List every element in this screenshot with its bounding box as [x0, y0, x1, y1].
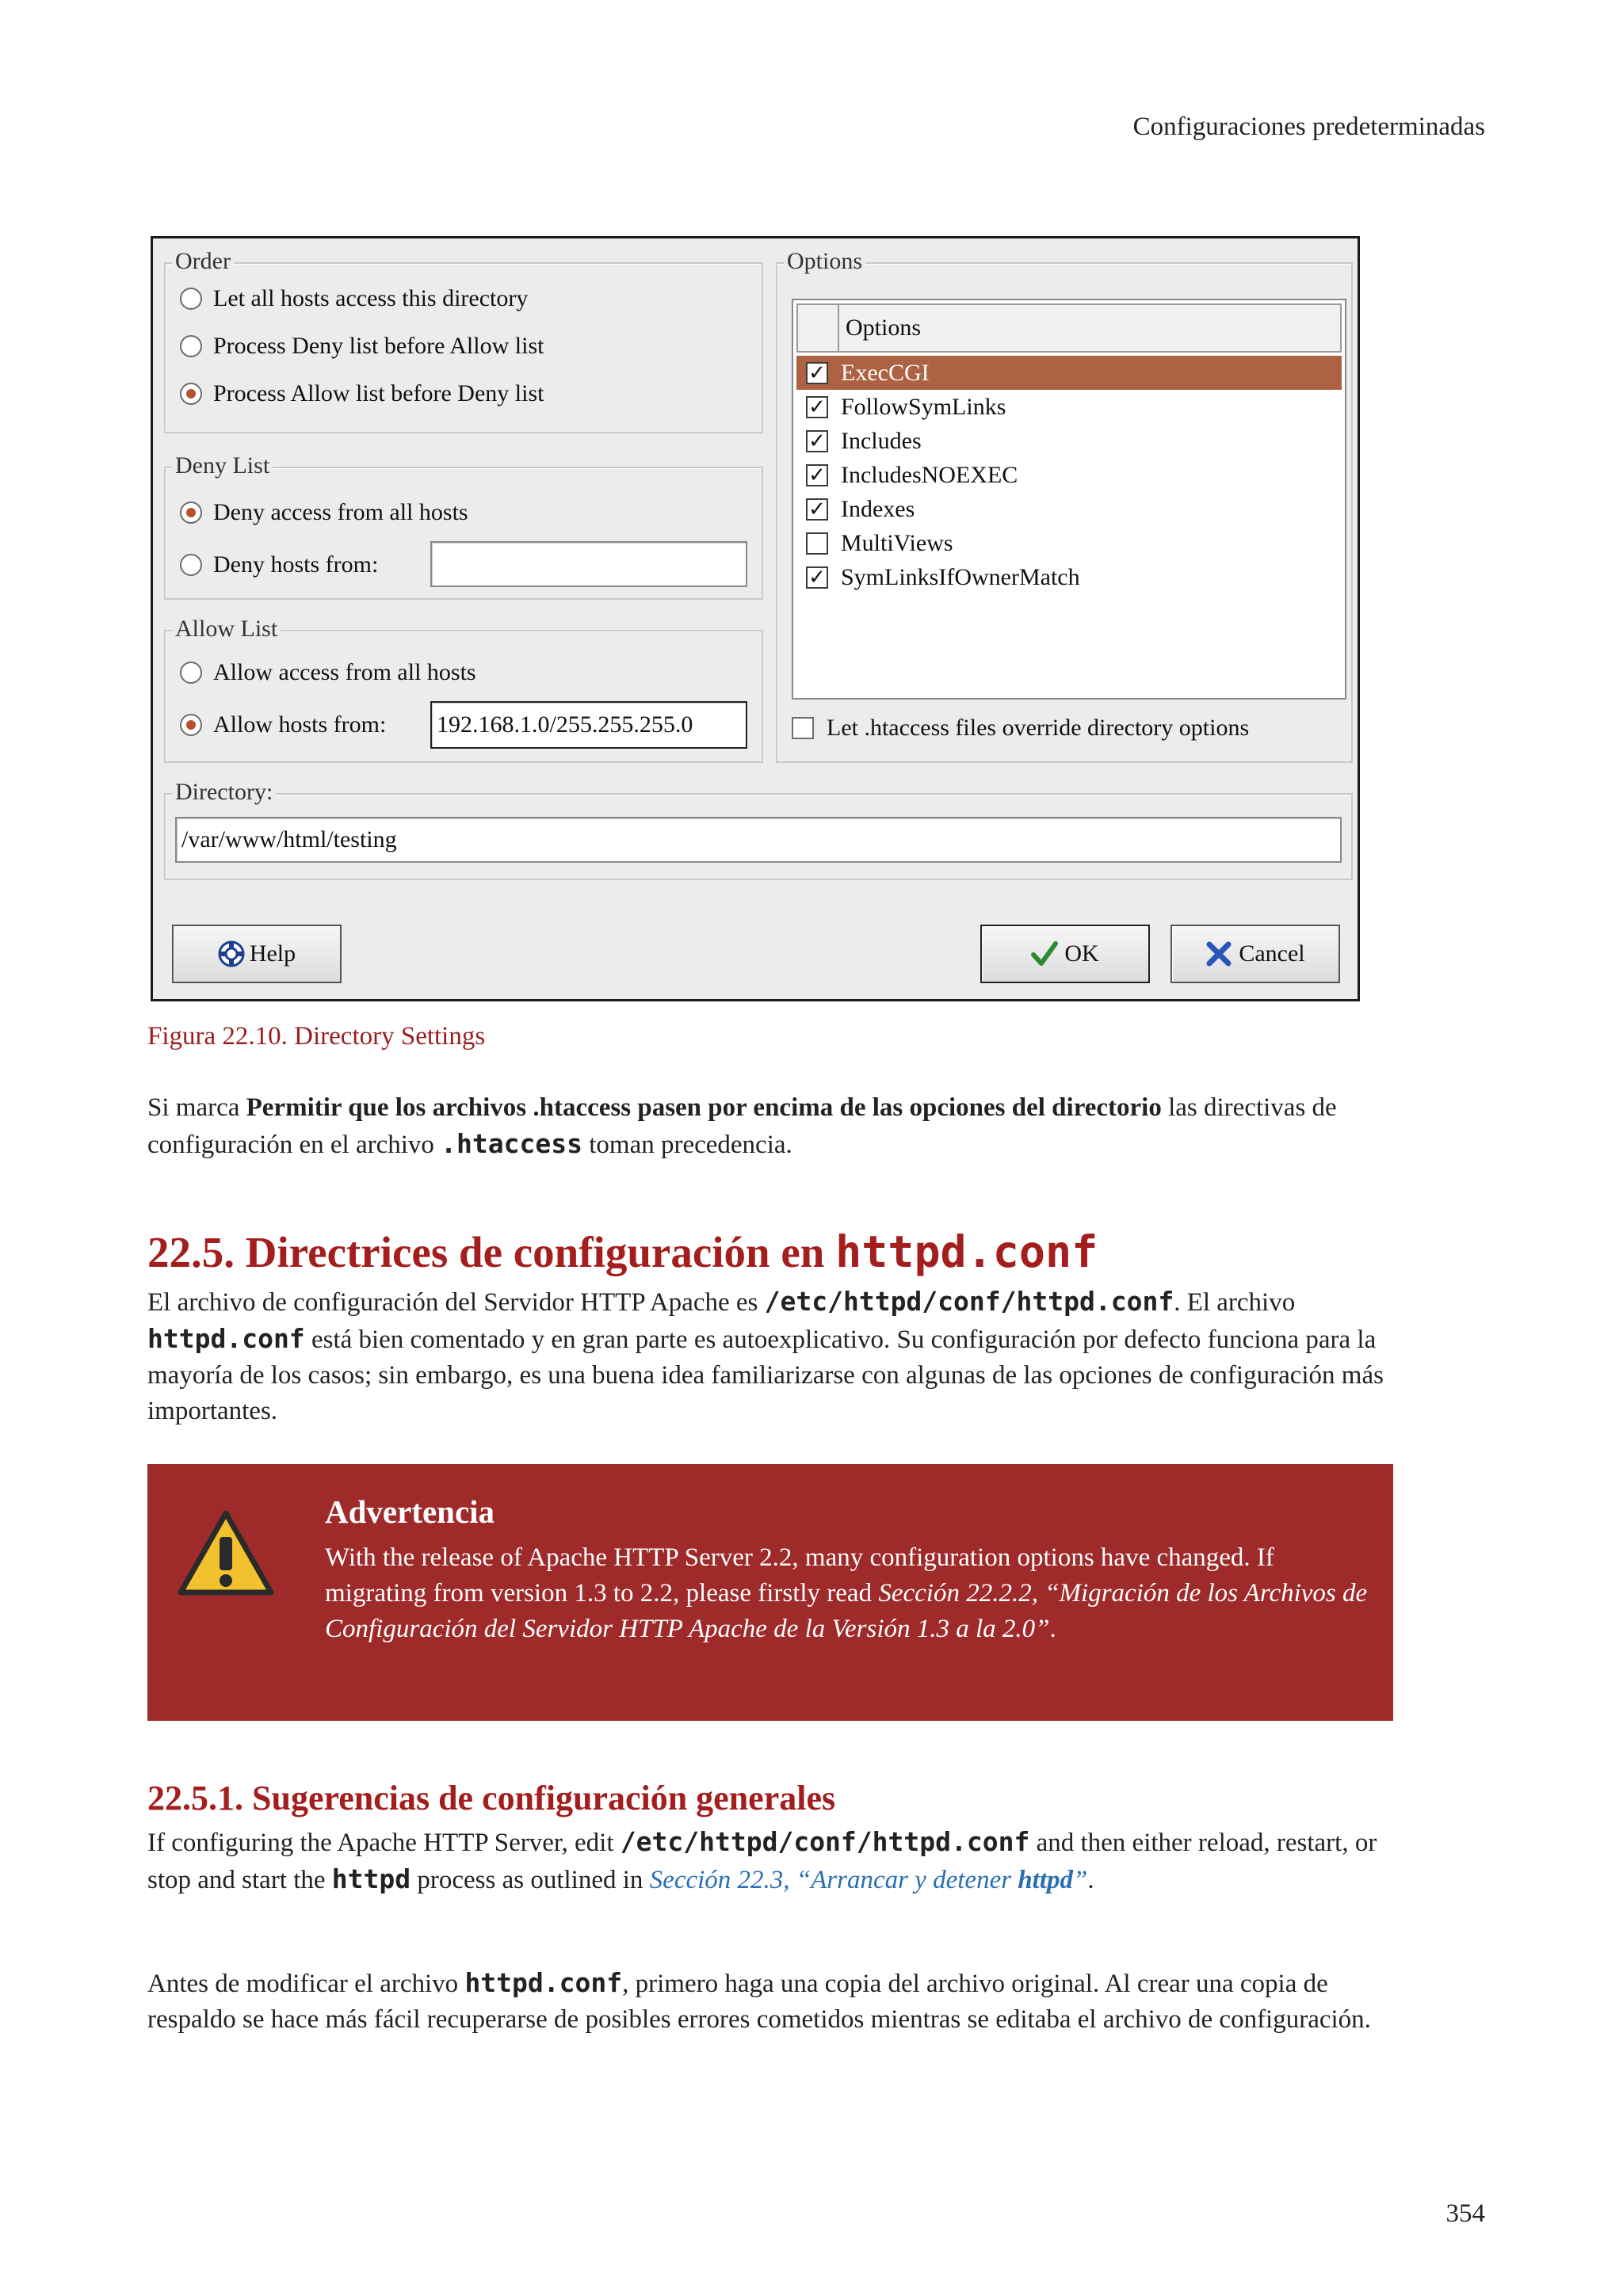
- text: With the release of Apache HTTP Server 2.2, many configuration options have changed. If migrating from version 1.3 to 2.2, please firstly read: [325, 1543, 1274, 1608]
- text: .: [1049, 1615, 1056, 1643]
- allow-list-group: [164, 616, 763, 763]
- radio-button[interactable]: [180, 288, 202, 310]
- deny-hosts-input[interactable]: [430, 541, 747, 587]
- help-button-label: Help: [249, 940, 296, 967]
- options-column-header-label: Options: [846, 315, 922, 341]
- warning-triangle-icon: [176, 1508, 276, 1599]
- allow-hosts-input[interactable]: 192.168.1.0/255.255.255.0: [430, 701, 747, 749]
- allow-from-label: Allow hosts from:: [213, 711, 387, 738]
- help-button[interactable]: [172, 925, 342, 983]
- order-option-label: Process Deny list before Allow list: [213, 333, 544, 359]
- inline-code: httpd: [331, 1863, 411, 1894]
- section-22-3-link[interactable]: [650, 1866, 1088, 1894]
- option-item-label: IncludesNOEXEC: [841, 461, 1018, 488]
- text: , primero haga una copia del archivo original. Al crear una copia de respaldo se hace más fácil recuperarse de posibles errores cometidos mientras se editaba el archivo de configuración.: [147, 1970, 1371, 2034]
- allow-from-option[interactable]: [180, 709, 386, 741]
- text: .: [1087, 1866, 1094, 1894]
- ok-button-label: OK: [1064, 940, 1099, 967]
- option-item-indexes[interactable]: [796, 492, 1342, 526]
- inline-code: /etc/httpd/conf/httpd.conf: [764, 1286, 1174, 1317]
- paragraph-edit-httpd-conf: [147, 1824, 1400, 1898]
- checkbox-checked[interactable]: ✓: [806, 362, 828, 384]
- option-item-includesnoexec[interactable]: [796, 458, 1342, 492]
- paragraph-htaccess-override: [147, 1090, 1400, 1163]
- option-item-execcgi[interactable]: [796, 356, 1342, 390]
- radio-button-selected[interactable]: [180, 714, 202, 736]
- options-header-check-column: [798, 305, 839, 351]
- figure-caption: Figura 22.10. Directory Settings: [147, 1022, 486, 1051]
- deny-list-title: Deny List: [172, 452, 273, 479]
- checkbox-unchecked[interactable]: [806, 532, 828, 555]
- link-code: httpd: [1018, 1866, 1074, 1894]
- options-column-header[interactable]: [796, 303, 1342, 353]
- gui-label-bold: Permitir que los archivos .htaccess pasen por encima de las opciones del directorio: [246, 1093, 1162, 1122]
- inline-code: httpd.conf: [147, 1323, 305, 1354]
- text: toman precedencia.: [582, 1131, 792, 1159]
- checkbox-unchecked[interactable]: [792, 717, 814, 739]
- subsection-title: 22.5.1. Sugerencias de configuración generales: [147, 1779, 836, 1817]
- order-option-let-all[interactable]: [180, 283, 528, 315]
- section-number: 22.5.: [147, 1228, 235, 1276]
- option-item-symlinksifownermatch[interactable]: [796, 560, 1342, 594]
- text: las directivas de configuración en el archivo: [147, 1093, 1337, 1159]
- directory-label: Directory:: [172, 779, 276, 806]
- options-group-title: Options: [784, 248, 865, 275]
- running-header: Configuraciones predeterminadas: [1132, 113, 1485, 141]
- radio-button[interactable]: [180, 662, 202, 684]
- inline-code: /etc/httpd/conf/httpd.conf: [620, 1826, 1030, 1857]
- text: and then either reload, restart, or stop and start the: [147, 1829, 1377, 1894]
- deny-from-label: Deny hosts from:: [213, 551, 379, 578]
- checkbox-checked[interactable]: ✓: [806, 396, 828, 418]
- allow-all-label: Allow access from all hosts: [213, 659, 476, 685]
- option-item-label: Indexes: [841, 495, 915, 522]
- deny-list-group: [164, 452, 763, 600]
- cancel-button-label: Cancel: [1239, 940, 1305, 967]
- link-text: ”: [1073, 1866, 1088, 1894]
- htaccess-override-option[interactable]: [782, 712, 1249, 744]
- ok-button[interactable]: [980, 925, 1150, 983]
- link-text: Sección 22.3, “Arrancar y detener: [649, 1866, 1018, 1894]
- warning-title: Advertencia: [325, 1493, 495, 1530]
- option-item-label: FollowSymLinks: [841, 393, 1006, 420]
- checkbox-checked[interactable]: ✓: [806, 498, 828, 521]
- deny-all-option[interactable]: [180, 497, 468, 528]
- warning-cross-reference-link[interactable]: Sección 22.2.2, “Migración de los Archivos de Configuración del Servidor HTTP Apache de la Versión 1.3 a la 2.0”: [325, 1579, 1368, 1643]
- text: . El archivo: [1174, 1288, 1296, 1317]
- section-title-code: httpd.conf: [835, 1226, 1098, 1277]
- order-group: [164, 248, 763, 433]
- order-option-allow-first[interactable]: [180, 378, 544, 410]
- options-group: [776, 248, 1353, 763]
- checkmark-icon: [1031, 940, 1058, 967]
- text: If configuring the Apache HTTP Server, edit: [147, 1829, 621, 1857]
- radio-button[interactable]: [180, 554, 202, 576]
- option-item-followsymlinks[interactable]: [796, 390, 1342, 424]
- text: Si marca: [147, 1093, 246, 1122]
- cancel-button[interactable]: [1170, 925, 1340, 983]
- allow-all-option[interactable]: [180, 657, 476, 688]
- option-item-includes[interactable]: [796, 424, 1342, 458]
- text: El archivo de configuración del Servidor HTTP Apache es: [147, 1288, 765, 1317]
- option-item-label: ExecCGI: [841, 359, 930, 386]
- option-item-label: SymLinksIfOwnerMatch: [841, 563, 1080, 590]
- checkbox-checked[interactable]: ✓: [806, 566, 828, 589]
- htaccess-override-label: Let .htaccess files override directory options: [827, 715, 1250, 741]
- help-icon: [218, 940, 245, 967]
- checkbox-checked[interactable]: ✓: [806, 464, 828, 486]
- order-option-label: Let all hosts access this directory: [213, 285, 529, 311]
- option-item-multiviews[interactable]: [796, 526, 1342, 560]
- cancel-x-icon: [1205, 940, 1232, 967]
- directory-input[interactable]: /var/www/html/testing: [175, 817, 1342, 863]
- text: process as outlined in: [411, 1866, 650, 1894]
- deny-all-label: Deny access from all hosts: [213, 499, 468, 525]
- radio-button[interactable]: [180, 335, 202, 357]
- directory-settings-dialog: [151, 236, 1360, 1001]
- order-option-deny-first[interactable]: [180, 330, 544, 362]
- options-list[interactable]: [792, 299, 1346, 700]
- radio-button-selected[interactable]: [180, 383, 202, 405]
- text: está bien comentado y en gran parte es autoexplicativo. Su configuración por defecto funciona para la mayoría de los casos; sin embargo, es una buena idea familiarizarse con algunas de las opciones de configuración más importantes.: [147, 1325, 1384, 1425]
- option-item-label: MultiViews: [841, 529, 953, 556]
- option-item-label: Includes: [841, 427, 922, 454]
- inline-code: httpd.conf: [464, 1967, 623, 1998]
- allow-list-title: Allow List: [172, 616, 281, 643]
- order-group-title: Order: [172, 248, 234, 275]
- deny-from-option[interactable]: [180, 549, 378, 581]
- section-title: [147, 1226, 1098, 1277]
- directory-group: [164, 779, 1353, 880]
- warning-admonition: [147, 1464, 1393, 1721]
- radio-button-selected[interactable]: [180, 502, 202, 524]
- warning-body: [325, 1540, 1371, 1647]
- page-number: 354: [1445, 2199, 1485, 2228]
- checkbox-checked[interactable]: ✓: [806, 430, 828, 452]
- inline-code: .htaccess: [441, 1128, 582, 1159]
- text: Antes de modificar el archivo: [147, 1970, 465, 1998]
- order-option-label: Process Allow list before Deny list: [213, 380, 544, 406]
- section-title-text: Directrices de configuración en: [245, 1228, 825, 1276]
- paragraph-backup-copy: [147, 1965, 1400, 2038]
- paragraph-httpd-conf-intro: [147, 1283, 1400, 1429]
